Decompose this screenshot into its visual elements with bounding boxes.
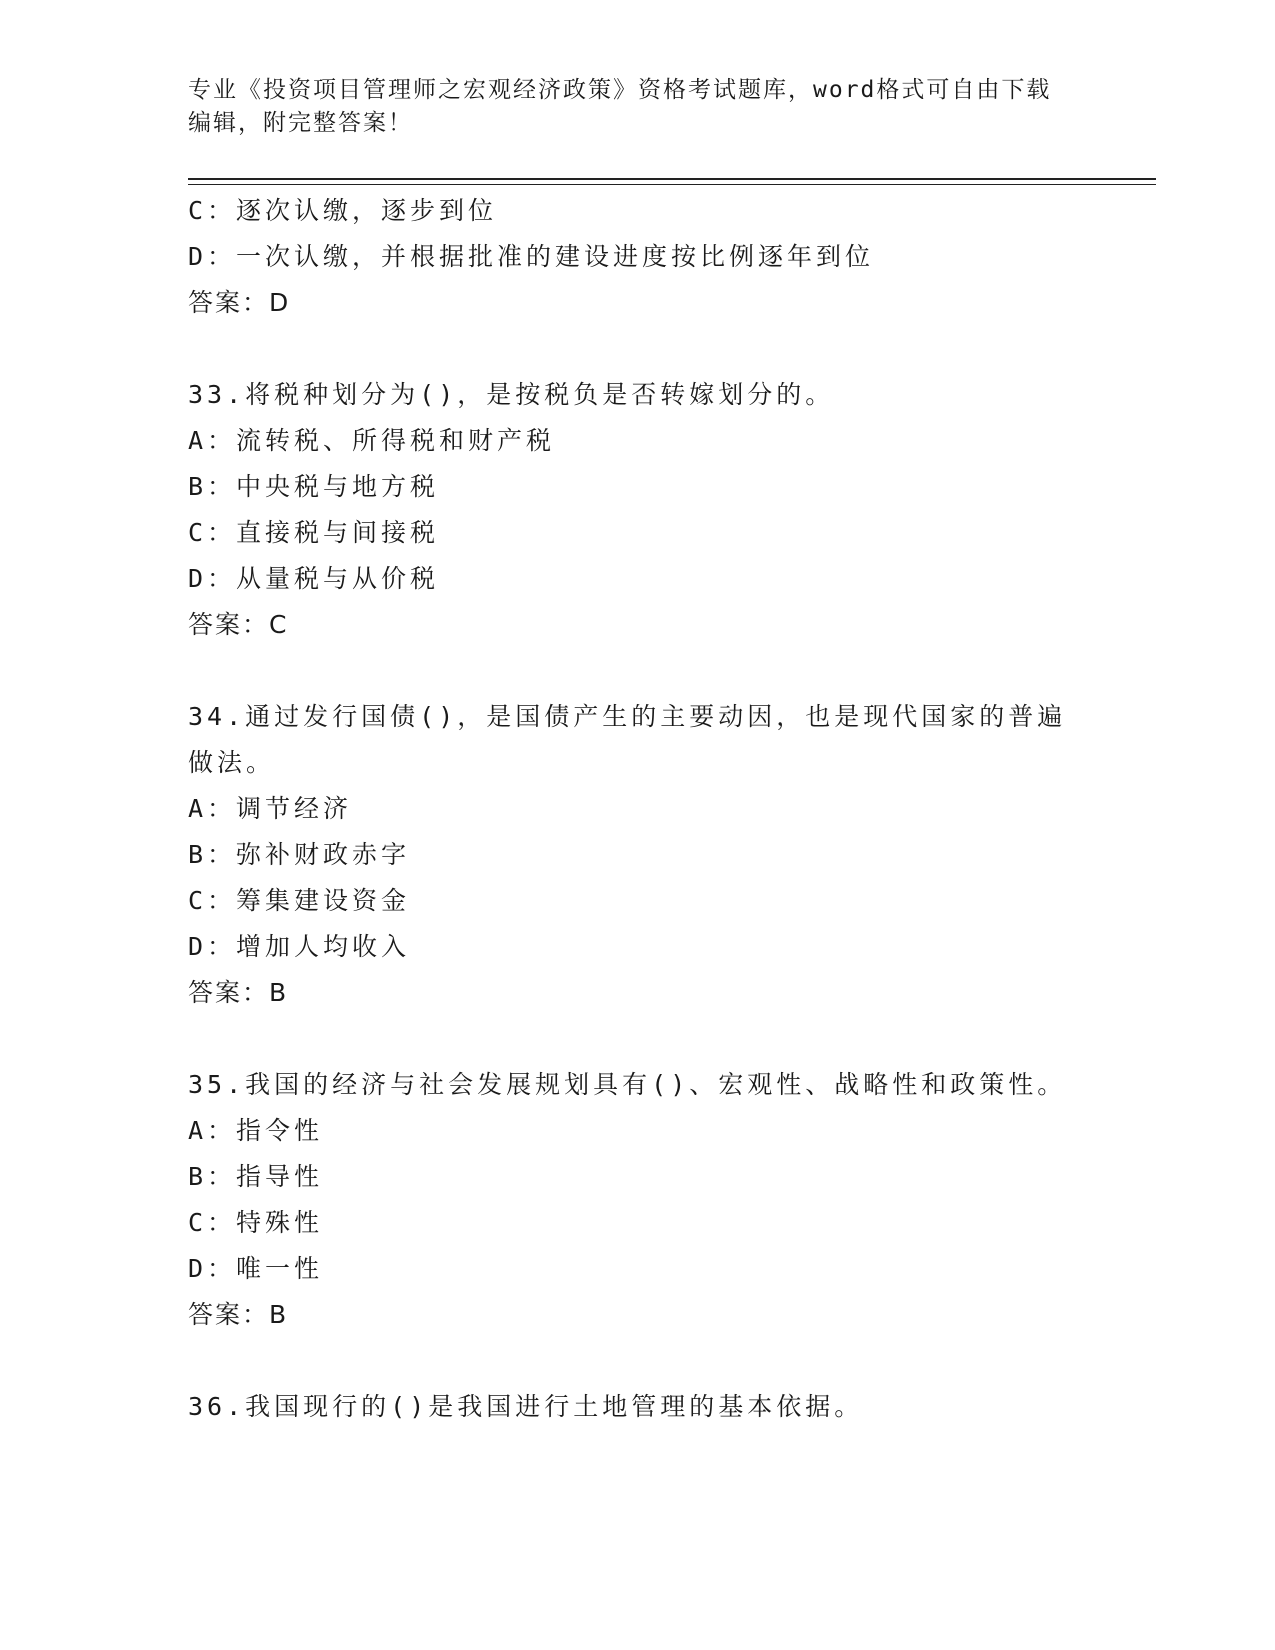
option-a: A：流转税、所得税和财产税 — [188, 426, 556, 455]
option-d: D：增加人均收入 — [188, 932, 411, 961]
answer-line: 答案：B — [188, 978, 289, 1007]
answer-line: 答案：C — [188, 610, 289, 639]
question-stem: 35.我国的经济与社会发展规划具有()、宏观性、战略性和政策性。 — [188, 1070, 1067, 1099]
question-list — [188, 188, 1088, 1430]
option-b: B：指导性 — [188, 1162, 324, 1191]
question-33 — [188, 372, 1088, 648]
option-b: B：中央税与地方税 — [188, 472, 440, 501]
question-34 — [188, 694, 1088, 1016]
option-a: A：指令性 — [188, 1116, 324, 1145]
question-36 — [188, 1384, 1088, 1430]
document-intro: 专业《投资项目管理师之宏观经济政策》资格考试题库，word格式可自由下载编辑，附完整答案！ — [188, 77, 1052, 136]
option-d: D：一次认缴，并根据批准的建设进度按比例逐年到位 — [188, 242, 875, 271]
option-c: C：直接税与间接税 — [188, 518, 440, 547]
option-c: C：逐次认缴，逐步到位 — [188, 196, 498, 225]
question-continued — [188, 188, 1088, 326]
option-d: D：唯一性 — [188, 1254, 324, 1283]
header-divider-thin — [188, 184, 1156, 185]
question-stem: 36.我国现行的()是我国进行土地管理的基本依据。 — [188, 1392, 864, 1421]
spacer — [188, 1016, 1088, 1062]
option-c: C：筹集建设资金 — [188, 886, 411, 915]
spacer — [188, 1338, 1088, 1384]
option-a: A：调节经济 — [188, 794, 353, 823]
question-35 — [188, 1062, 1088, 1338]
question-stem: 34.通过发行国债()，是国债产生的主要动因，也是现代国家的普遍做法。 — [188, 702, 1067, 777]
option-b: B：弥补财政赤字 — [188, 840, 411, 869]
option-c: C：特殊性 — [188, 1208, 324, 1237]
answer-line: 答案：B — [188, 1300, 289, 1329]
spacer — [188, 326, 1088, 372]
spacer — [188, 648, 1088, 694]
header-divider-thick — [188, 178, 1156, 180]
question-stem: 33.将税种划分为()，是按税负是否转嫁划分的。 — [188, 380, 835, 409]
option-d: D：从量税与从价税 — [188, 564, 440, 593]
answer-line: 答案：D — [188, 288, 291, 317]
